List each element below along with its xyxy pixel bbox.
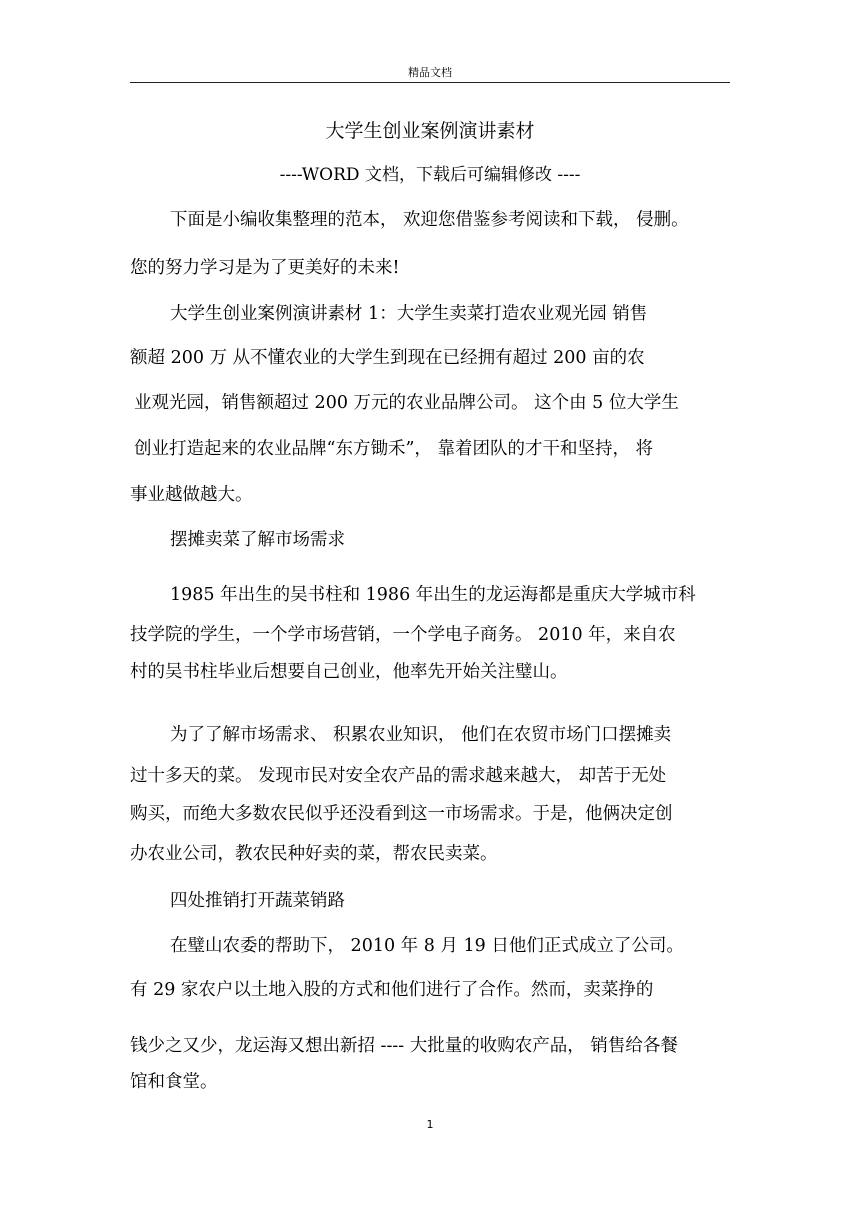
text-line: 为了了解市场需求、 积累农业知识， 他们在农贸市场门口摆摊卖 <box>170 725 672 745</box>
page-header: 精品文档 <box>408 66 452 79</box>
text-line: 购买，而绝大多数农民似乎还没看到这一市场需求。于是，他俩决定创 <box>130 804 673 824</box>
section-heading: 四处推销打开蔬菜销路 <box>170 891 345 911</box>
page-number: 1 <box>426 1118 434 1131</box>
text-line: 钱少之又少，龙运海又想出新招 ---- 大批量的收购农产品， 销售给各餐 <box>130 1036 678 1056</box>
text-line: 过十多天的菜。 发现市民对安全农产品的需求越来越大， 却苦于无处 <box>130 766 667 786</box>
text-line: 创业打造起来的农业品牌“东方锄禾”， 靠着团队的才干和坚持， 将 <box>134 439 654 459</box>
text-line: 业观光园，销售额超过 200 万元的农业品牌公司。 这个由 5 位大学生 <box>134 393 679 413</box>
document-subtitle: ----WORD 文档，下载后可编辑修改 ---- <box>279 165 581 185</box>
text-line: 下面是小编收集整理的范本， 欢迎您借鉴参考阅读和下载， 侵删。 <box>170 210 689 230</box>
text-line: 大学生创业案例演讲素材 1：大学生卖菜打造农业观光园 销售 <box>170 304 648 324</box>
text-line: 1985 年出生的吴书柱和 1986 年出生的龙运海都是重庆大学城市科 <box>170 585 696 605</box>
text-line: 额超 200 万 从不懂农业的大学生到现在已经拥有超过 200 亩的农 <box>130 348 645 368</box>
text-line: 事业越做越大。 <box>130 485 253 505</box>
text-line: 有 29 家农户以土地入股的方式和他们进行了合作。然而，卖菜挣的 <box>130 980 654 1000</box>
text-line: 在璧山农委的帮助下， 2010 年 8 月 19 日他们正式成立了公司。 <box>170 936 684 956</box>
section-heading: 摆摊卖菜了解市场需求 <box>170 530 345 550</box>
header-rule <box>130 82 730 83</box>
text-line: 馆和食堂。 <box>130 1072 218 1092</box>
text-line: 技学院的学生，一个学市场营销，一个学电子商务。 2010 年，来自农 <box>130 625 676 645</box>
text-line: 您的努力学习是为了更美好的未来! <box>130 258 400 278</box>
text-line: 村的吴书柱毕业后想要自己创业，他率先开始关注璧山。 <box>130 662 568 682</box>
document-title: 大学生创业案例演讲素材 <box>325 120 535 142</box>
text-line: 办农业公司，教农民种好卖的菜，帮农民卖菜。 <box>130 844 498 864</box>
